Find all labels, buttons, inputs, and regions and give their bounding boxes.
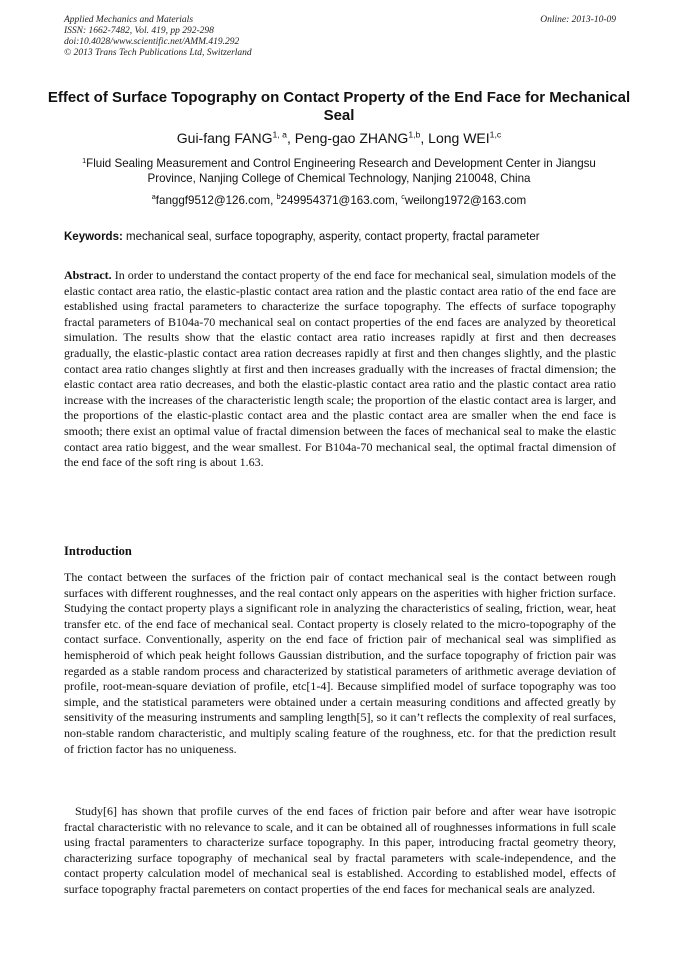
affiliation bbox=[60, 156, 618, 186]
affiliation-mark: 1 bbox=[82, 156, 87, 166]
author-affiliation-mark: 1, a bbox=[272, 129, 287, 140]
journal-info bbox=[64, 15, 616, 59]
abstract bbox=[64, 268, 616, 471]
journal-header bbox=[64, 15, 616, 59]
section-heading-introduction: Introduction bbox=[64, 544, 132, 558]
author-list bbox=[40, 130, 638, 147]
author-name: Long WEI bbox=[428, 130, 490, 146]
email-mark: a bbox=[151, 192, 156, 202]
author-name: Peng-gao ZHANG bbox=[294, 130, 409, 146]
keywords-text: mechanical seal, surface topography, asperity, contact property, fractal parameter bbox=[122, 231, 540, 243]
abstract-label: Abstract. bbox=[64, 268, 112, 282]
introduction-paragraph: Study[6] has shown that profile curves of the end faces of friction pair before and after wear have isotropic fractal characteristic with no relevance to scale, and it can be obtained all of roughnesses informations in full scale using fractal paramenters to characterize surface topography. In this paper, introducing fractal geometry theory, characterizing surface topography of mechanical seal by fractal parameters with scale-independence, and the contact property calculation model of mechanical seal is established. According to established model, effects of surface topography fractal paremeters on contact properties of the end faces for mechanical seals are analyzed. bbox=[64, 804, 616, 896]
author-separator: , bbox=[286, 130, 295, 146]
author-emails bbox=[60, 193, 618, 208]
email-separator: , bbox=[394, 194, 402, 207]
author-separator: , bbox=[420, 130, 429, 146]
email-separator: , bbox=[270, 194, 277, 207]
email-mark: b bbox=[276, 192, 281, 202]
author-affiliation-mark: 1,b bbox=[408, 129, 421, 140]
online-date: Online: 2013-10-09 bbox=[540, 15, 616, 25]
keywords bbox=[64, 230, 616, 244]
email-address: weilong1972@163.com bbox=[404, 194, 527, 207]
keywords-label: Keywords: bbox=[64, 231, 123, 243]
affiliation-text: Fluid Sealing Measurement and Control Engineering Research and Development Center in Jiangsu Province, Nanjing College of Chemical Technology, Nanjing 210048, China bbox=[86, 157, 596, 185]
author-name: Gui-fang FANG bbox=[176, 130, 273, 146]
paper-title: Effect of Surface Topography on Contact Property of the End Face for Mechanical Seal bbox=[47, 89, 631, 124]
journal-name: Applied Mechanics and Materials bbox=[64, 15, 194, 25]
author-affiliation-mark: 1,c bbox=[489, 129, 502, 140]
journal-copyright: © 2013 Trans Tech Publications Ltd, Switzerland bbox=[64, 48, 252, 58]
introduction-paragraph: The contact between the surfaces of the friction pair of contact mechanical seal is the contact between rough surfaces with different roughnesses, and the real contact only appears on the asperities with higher friction surface. Studying the contact property plays a significant role in analyzing the characteristics of sealing, friction, wear, heat transfer etc. of the end face of mechanical seal. Contact property is closely related to the micro-topography of the contact surface. Conventionally, asperity on the end face of friction pair of mechanical seal was simplified as hemispheroid of which peak height follows Gaussian distribution, and the surface topography of friction pair was regarded as a stable random process and characterized by statistical parameters of arithmetic average deviation of profile, root-mean-square deviation of profile, etc[1-4]. Because simplified model of surface topography was too simple, and the statistical parameters were obtained under a certain measuring conditions and affected greatly by sensitivity of the measuring instruments and sampling length[5], so it can’t reflects the complexity of real surfaces, non-stable random characteristic, and multiply scaling feature of the roughness, etc. for that the prediction result of friction factor has no uniqueness. bbox=[64, 570, 616, 756]
email-mark: c bbox=[401, 192, 405, 202]
email-address: 249954371@163.com bbox=[280, 194, 395, 207]
abstract-text: In order to understand the contact property of the end face for mechanical seal, simulation models of the elastic contact area ratio, the elastic-plastic contact area ration and the plastic contact area ratio of the end face are established using fractal parameters to characterize the surface topography. The effects of surface topography fractal parameters of B104a-70 mechanical seal on contact properties of the end faces are analyzed by theoretical simulation. The results show that the elastic contact area ratio increases rapidly at first and then decreases gradually, the elastic-plastic contact area ration decreases rapidly at first and then changes slightly, and the plastic contact area ratio changes slightly at first and then increases gradually with the increases of fractal dimension; the elastic contact area ratio decreases, and both the elastic-plastic contact area ratio and the plastic contact area ratio increase with the increases of the characteristic length scale; the proportion of the elastic contact area is larger, and the proportions of the elastic-plastic contact area and the plastic contact area are smaller when the end face is smooth; there exist an optimal value of fractal dimension between the faces of mechanical seal to make the elastic contact area ratio biggest, and the wear smallest. For B104a-70 mechanical seal, the optimal fractal dimension of the end face of the soft ring is about 1.63. bbox=[64, 268, 616, 470]
journal-issn: ISSN: 1662-7482, Vol. 419, pp 292-298 bbox=[64, 26, 214, 36]
journal-doi: doi:10.4028/www.scientific.net/AMM.419.292 bbox=[64, 37, 240, 47]
email-address: fanggf9512@126.com bbox=[155, 194, 271, 207]
